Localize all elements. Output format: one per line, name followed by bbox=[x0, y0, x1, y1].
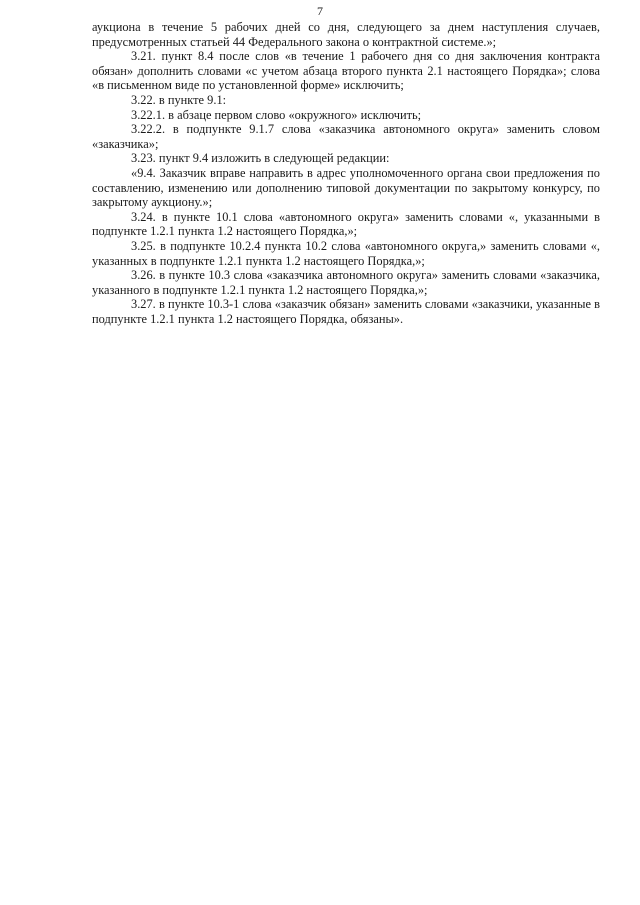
paragraph-3-22: 3.22. в пункте 9.1: bbox=[131, 92, 227, 107]
paragraph-3-24: 3.24. в пункте 10.1 слова «автономного округа» заменить словами «, указанными в подпункте 1.2.1 пункта 1.2 настоящего Порядка,»; bbox=[92, 209, 600, 239]
paragraph-3-23: 3.23. пункт 9.4 изложить в следующей редакции: bbox=[131, 151, 390, 166]
paragraph-3-22-2: 3.22.2. в подпункте 9.1.7 слова «заказчика автономного округа» заменить словом «заказчика»; bbox=[92, 122, 600, 151]
paragraph-continuation: аукциона в течение 5 рабочих дней со дня, следующего за днем наступления случаев, предусмотренных статьей 44 Федерального закона о контрактной системе.»; bbox=[92, 20, 600, 49]
paragraph-9-4-quote: «9.4. Заказчик вправе направить в адрес уполномоченного органа свои предложения по составлению, изменению или дополнению типовой документации по закрытому конкурсу, по закрытому аукциону.»; bbox=[92, 165, 600, 210]
page-number: 7 bbox=[317, 4, 323, 18]
paragraph-3-22-1: 3.22.1. в абзаце первом слово «окружного» исключить; bbox=[131, 107, 422, 122]
paragraph-3-21: 3.21. пункт 8.4 после слов «в течение 1 рабочего дня со дня заключения контракта обязан» дополнить словами «с учетом абзаца второго пункта 2.1 настоящего Порядка»; слова «в письменном виде по установленной форме» исключить; bbox=[92, 49, 600, 93]
paragraph-3-25: 3.25. в подпункте 10.2.4 пункта 10.2 слова «автономного округа,» заменить словами «, указанных в подпункте 1.2.1 пункта 1.2 настоящего Порядка,»; bbox=[92, 238, 600, 268]
paragraph-3-26: 3.26. в пункте 10.3 слова «заказчика автономного округа» заменить словами «заказчика, указанного в подпункте 1.2.1 пункта 1.2 настоящего Порядка,»; bbox=[92, 268, 600, 297]
document-body bbox=[92, 20, 600, 326]
paragraph-3-27: 3.27. в пункте 10.3-1 слова «заказчик обязан» заменить словами «заказчики, указанные в подпункте 1.2.1 пункта 1.2 настоящего Порядка, обязаны». bbox=[92, 297, 600, 326]
